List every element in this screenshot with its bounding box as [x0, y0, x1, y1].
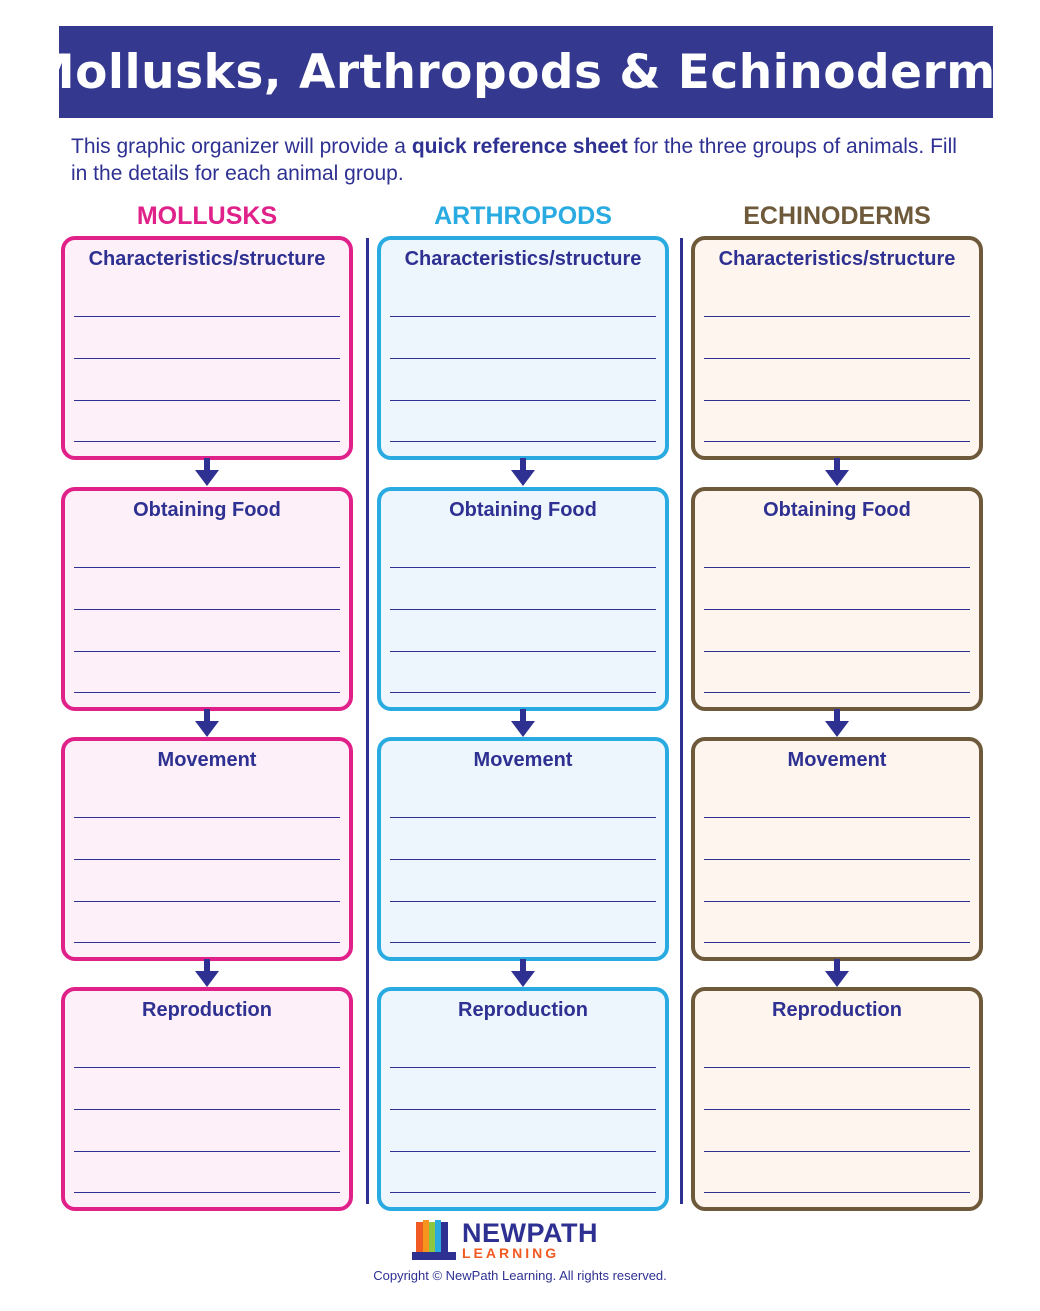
answer-line[interactable] [74, 692, 340, 693]
answer-line[interactable] [390, 1067, 656, 1068]
answer-line[interactable] [390, 817, 656, 818]
intro-text-end: for the three groups of animals. Fill in the details for each animal group. [71, 135, 957, 185]
section-title: Obtaining Food [449, 499, 597, 521]
down-arrow-icon [824, 959, 850, 989]
section-title: Reproduction [142, 999, 272, 1021]
intro-text [71, 133, 971, 187]
answer-line[interactable] [704, 567, 970, 568]
echinoderms-reproduction-box [691, 987, 983, 1211]
answer-line[interactable] [74, 316, 340, 317]
answer-line[interactable] [74, 609, 340, 610]
answer-line[interactable] [390, 901, 656, 902]
answer-line[interactable] [74, 1192, 340, 1193]
mollusks-heading: MOLLUSKS [136, 202, 278, 230]
answer-line[interactable] [704, 651, 970, 652]
newpath-logo [410, 1216, 610, 1262]
answer-line[interactable] [390, 1151, 656, 1152]
section-title: Movement [787, 749, 887, 771]
down-arrow-icon [510, 709, 536, 739]
echinoderms-movement-box [691, 737, 983, 961]
answer-line[interactable] [390, 1109, 656, 1110]
section-title: Reproduction [772, 999, 902, 1021]
arthropods-heading: ARTHROPODS [434, 202, 612, 230]
answer-line[interactable] [74, 817, 340, 818]
section-title: Characteristics/structure [404, 248, 642, 270]
answer-line[interactable] [74, 859, 340, 860]
down-arrow-icon [824, 709, 850, 739]
answer-line[interactable] [390, 609, 656, 610]
answer-line[interactable] [704, 400, 970, 401]
answer-line[interactable] [390, 692, 656, 693]
down-arrow-icon [194, 959, 220, 989]
copyright-text: Copyright © NewPath Learning. All rights reserved. [373, 1268, 667, 1283]
answer-line[interactable] [390, 942, 656, 943]
arthropods-characteristics-box [377, 236, 669, 460]
down-arrow-icon [194, 458, 220, 488]
logo-subtitle: LEARNING [462, 1245, 560, 1261]
answer-line[interactable] [704, 692, 970, 693]
answer-line[interactable] [390, 567, 656, 568]
mollusks-reproduction-box [61, 987, 353, 1211]
answer-line[interactable] [74, 651, 340, 652]
section-title: Characteristics/structure [718, 248, 956, 270]
answer-line[interactable] [74, 1151, 340, 1152]
column-divider [366, 238, 369, 1204]
answer-line[interactable] [74, 1067, 340, 1068]
answer-line[interactable] [74, 400, 340, 401]
echinoderms-characteristics-box [691, 236, 983, 460]
section-title: Movement [473, 749, 573, 771]
answer-line[interactable] [74, 441, 340, 442]
answer-line[interactable] [704, 1109, 970, 1110]
answer-line[interactable] [390, 400, 656, 401]
down-arrow-icon [824, 458, 850, 488]
answer-line[interactable] [74, 567, 340, 568]
answer-line[interactable] [74, 901, 340, 902]
answer-line[interactable] [390, 859, 656, 860]
answer-line[interactable] [704, 441, 970, 442]
down-arrow-icon [510, 458, 536, 488]
mollusks-movement-box [61, 737, 353, 961]
answer-line[interactable] [390, 1192, 656, 1193]
section-title: Reproduction [458, 999, 588, 1021]
mollusks-obtaining-food-box [61, 487, 353, 711]
answer-line[interactable] [704, 1192, 970, 1193]
arthropods-obtaining-food-box [377, 487, 669, 711]
page-title: Mollusks, Arthropods & Echinoderms [27, 44, 1025, 100]
section-title: Characteristics/structure [88, 248, 326, 270]
intro-text-bold: quick reference sheet [411, 135, 628, 158]
answer-line[interactable] [74, 942, 340, 943]
answer-line[interactable] [704, 1067, 970, 1068]
answer-line[interactable] [390, 441, 656, 442]
down-arrow-icon [510, 959, 536, 989]
answer-line[interactable] [704, 942, 970, 943]
echinoderms-heading: ECHINODERMS [743, 202, 931, 230]
book-icon [410, 1216, 458, 1262]
arthropods-movement-box [377, 737, 669, 961]
logo-wordmark: NEWPATH [462, 1218, 598, 1248]
title-banner [27, 26, 1025, 118]
echinoderms-obtaining-food-box [691, 487, 983, 711]
section-title: Obtaining Food [133, 499, 281, 521]
answer-line[interactable] [704, 901, 970, 902]
intro-text-start: This graphic organizer will provide a [71, 135, 412, 158]
column-divider [680, 238, 683, 1204]
answer-line[interactable] [704, 817, 970, 818]
answer-line[interactable] [704, 316, 970, 317]
answer-line[interactable] [390, 358, 656, 359]
section-title: Obtaining Food [763, 499, 911, 521]
mollusks-characteristics-box [61, 236, 353, 460]
answer-line[interactable] [74, 1109, 340, 1110]
down-arrow-icon [194, 709, 220, 739]
answer-line[interactable] [74, 358, 340, 359]
answer-line[interactable] [704, 859, 970, 860]
answer-line[interactable] [390, 316, 656, 317]
answer-line[interactable] [704, 1151, 970, 1152]
section-title: Movement [157, 749, 257, 771]
answer-line[interactable] [704, 609, 970, 610]
answer-line[interactable] [704, 358, 970, 359]
arthropods-reproduction-box [377, 987, 669, 1211]
answer-line[interactable] [390, 651, 656, 652]
